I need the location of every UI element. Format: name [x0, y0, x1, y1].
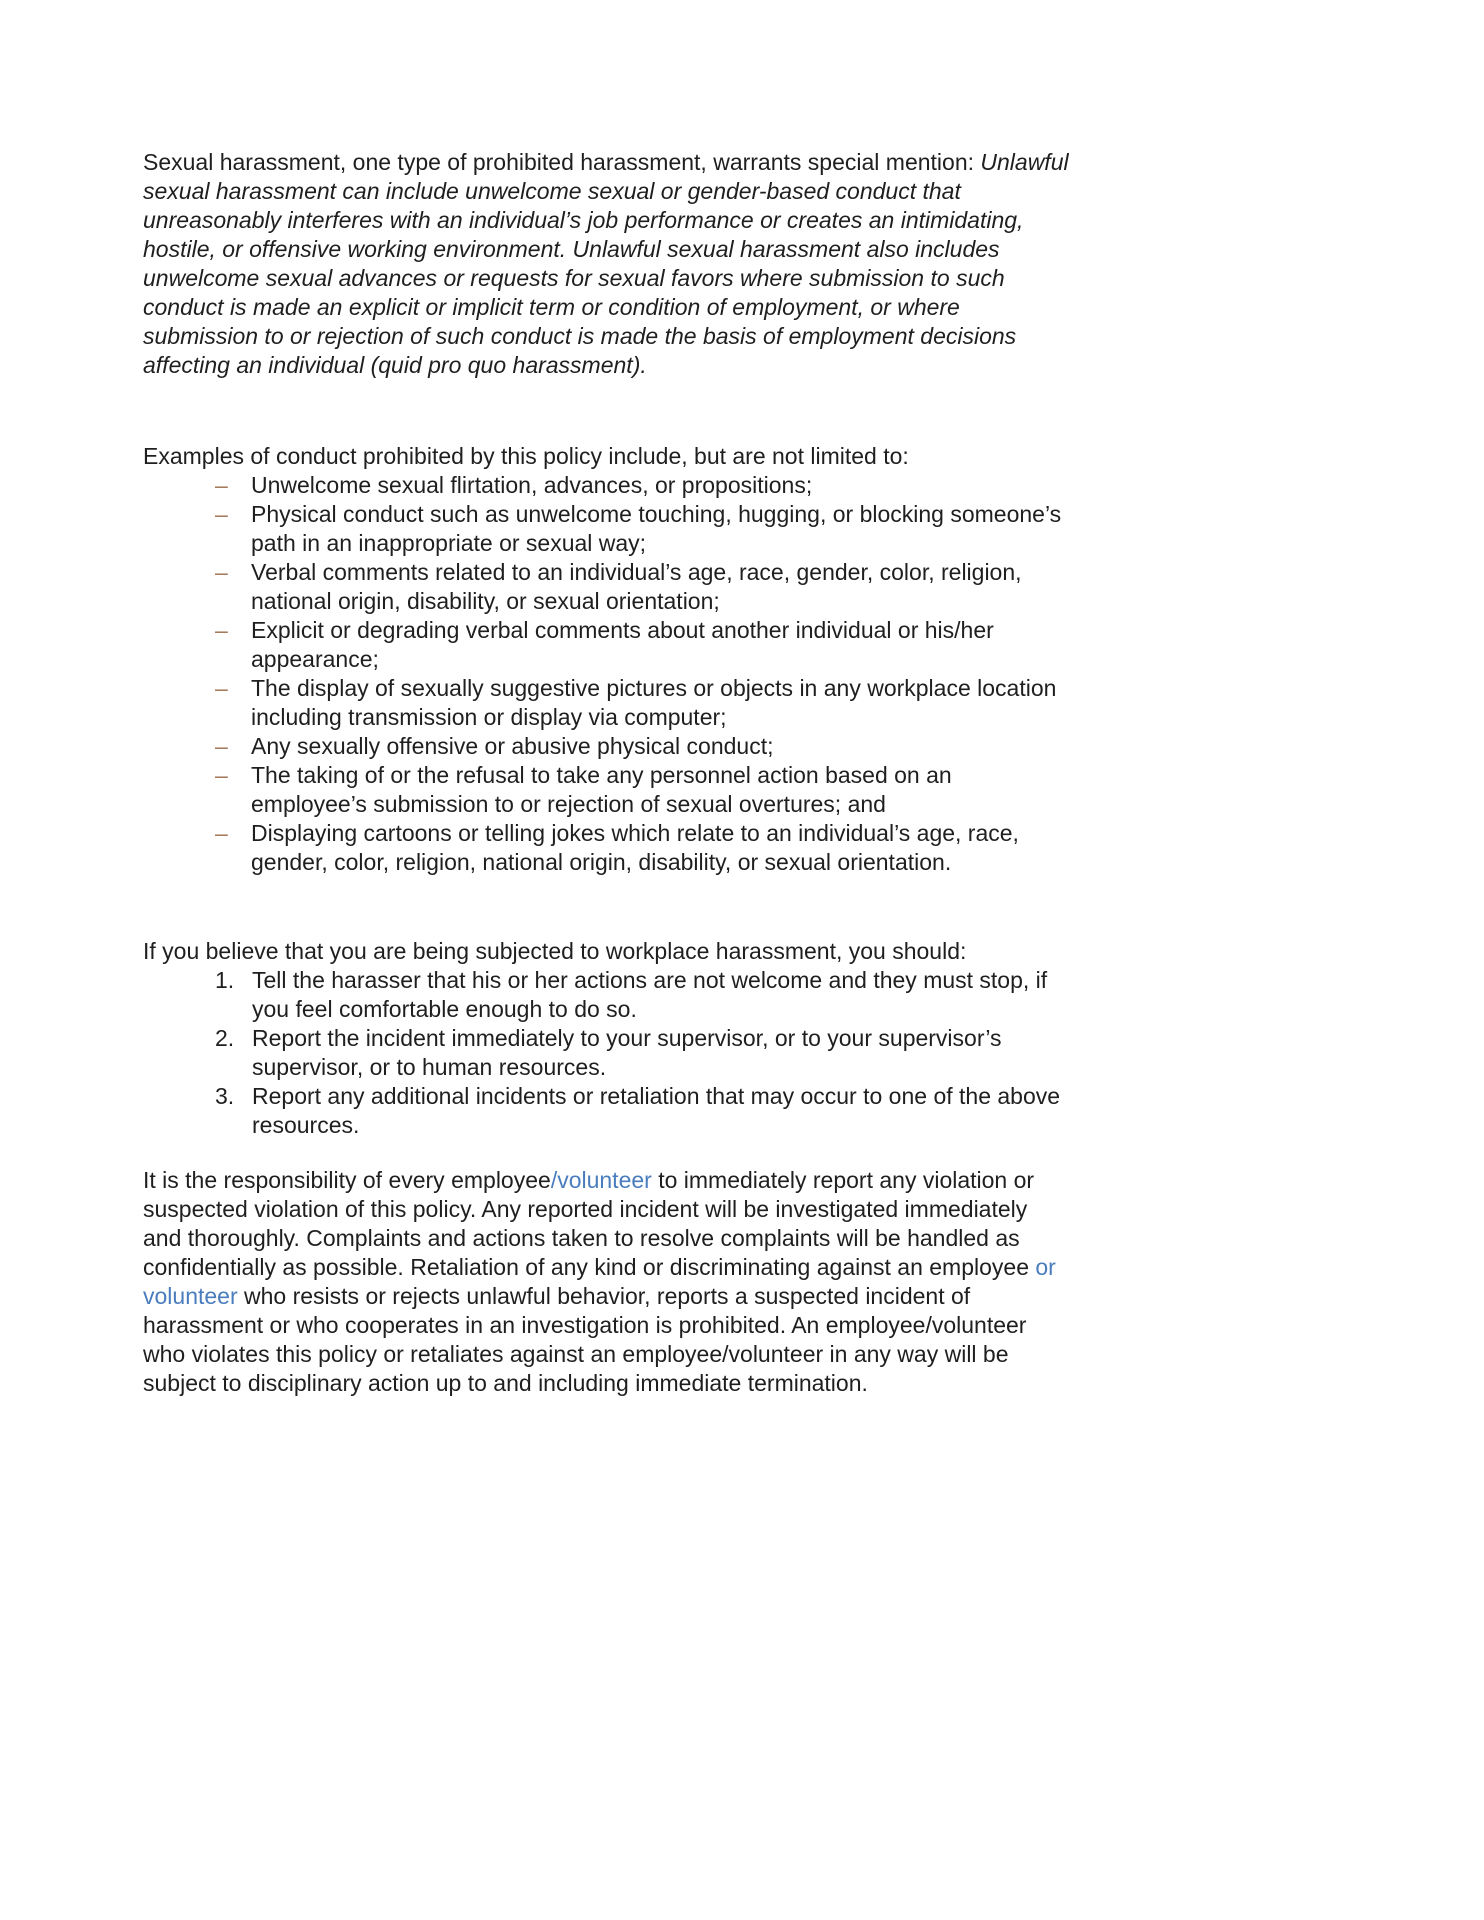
dash-bullet: –	[215, 617, 228, 643]
dash-bullet: –	[215, 820, 228, 846]
intro-paragraph	[143, 148, 1070, 380]
list-item-text: Displaying cartoons or telling jokes which relate to an individual’s age, race, gender, color, religion, national origin, disability, or sexual orientation.	[251, 820, 1019, 875]
dash-bullet: –	[215, 733, 228, 759]
dash-bullet: –	[215, 501, 228, 527]
volunteer-blue-text: /volunteer	[550, 1167, 652, 1193]
intro-italic-definition: Unlawful sexual harassment can include unwelcome sexual or gender-based conduct that unreasonably interferes with an individual’s job performance or creates an intimidating, hostile, or offensive working environment. Unlawful sexual harassment also includes unwelcome sexual advances or requests for sexual favors where submission to such conduct is made an explicit or implicit term or condition of employment, or where submission to or rejection of such conduct is made the basis of employment decisions affecting an individual (quid pro quo harassment).	[143, 149, 1069, 378]
dash-bullet: –	[215, 472, 228, 498]
step-item	[215, 1082, 1070, 1140]
list-item	[215, 761, 1070, 819]
list-item	[215, 819, 1070, 877]
intro-lead-text: Sexual harassment, one type of prohibited harassment, warrants special mention:	[143, 149, 974, 175]
dash-bullet: –	[215, 762, 228, 788]
responsibility-text: who resists or rejects unlawful behavior, reports a suspected incident of harassment or who cooperates in an investigation is prohibited. An employee/volunteer who violates this policy or retaliates against an employee/volunteer in any way will be subject to disciplinary action up to and including immediate termination.	[143, 1283, 1027, 1396]
list-item-text: The display of sexually suggestive pictures or objects in any workplace location including transmission or display via computer;	[251, 675, 1057, 730]
step-number: 1.	[215, 967, 235, 993]
list-item	[215, 471, 1070, 500]
list-item-text: Verbal comments related to an individual’s age, race, gender, color, religion, national origin, disability, or sexual orientation;	[251, 559, 1022, 614]
dash-bullet: –	[215, 675, 228, 701]
reporting-section	[143, 937, 1070, 1140]
list-item	[215, 616, 1070, 674]
list-item	[215, 732, 1070, 761]
reporting-steps-list	[143, 966, 1070, 1140]
step-text: Report the incident immediately to your supervisor, or to your supervisor’s supervisor, or to human resources.	[252, 1025, 1002, 1080]
responsibility-text: to immediately report any violation or suspected violation of this policy. Any reported incident will be investigated immediately and thoroughly. Complaints and actions taken to resolve complaints will be handled as confidentially as possible. Retaliation of any kind or discriminating against an employee	[143, 1167, 1036, 1280]
dash-bullet: –	[215, 559, 228, 585]
examples-list	[143, 471, 1070, 877]
list-item-text: Physical conduct such as unwelcome touching, hugging, or blocking someone’s path in an inappropriate or sexual way;	[251, 501, 1062, 556]
responsibility-text: It is the responsibility of every employee	[143, 1167, 551, 1193]
step-text: Report any additional incidents or retaliation that may occur to one of the above resources.	[252, 1083, 1061, 1138]
list-item-text: Any sexually offensive or abusive physical conduct;	[251, 733, 774, 759]
list-item	[215, 500, 1070, 558]
reporting-heading: If you believe that you are being subjected to workplace harassment, you should:	[143, 938, 967, 964]
list-item-text: The taking of or the refusal to take any personnel action based on an employee’s submission to or rejection of sexual overtures; and	[251, 762, 952, 817]
step-number: 2.	[215, 1025, 235, 1051]
examples-section	[143, 442, 1070, 877]
list-item-text: Explicit or degrading verbal comments about another individual or his/her appearance;	[251, 617, 994, 672]
responsibility-paragraph	[143, 1166, 1070, 1398]
step-number: 3.	[215, 1083, 235, 1109]
list-item	[215, 558, 1070, 616]
step-item	[215, 966, 1070, 1024]
list-item	[215, 674, 1070, 732]
step-text: Tell the harasser that his or her actions are not welcome and they must stop, if you feel comfortable enough to do so.	[252, 967, 1048, 1022]
or-volunteer-blue-text: or volunteer	[143, 1254, 1056, 1309]
examples-heading: Examples of conduct prohibited by this policy include, but are not limited to:	[143, 443, 909, 469]
list-item-text: Unwelcome sexual flirtation, advances, or propositions;	[251, 472, 813, 498]
step-item	[215, 1024, 1070, 1082]
